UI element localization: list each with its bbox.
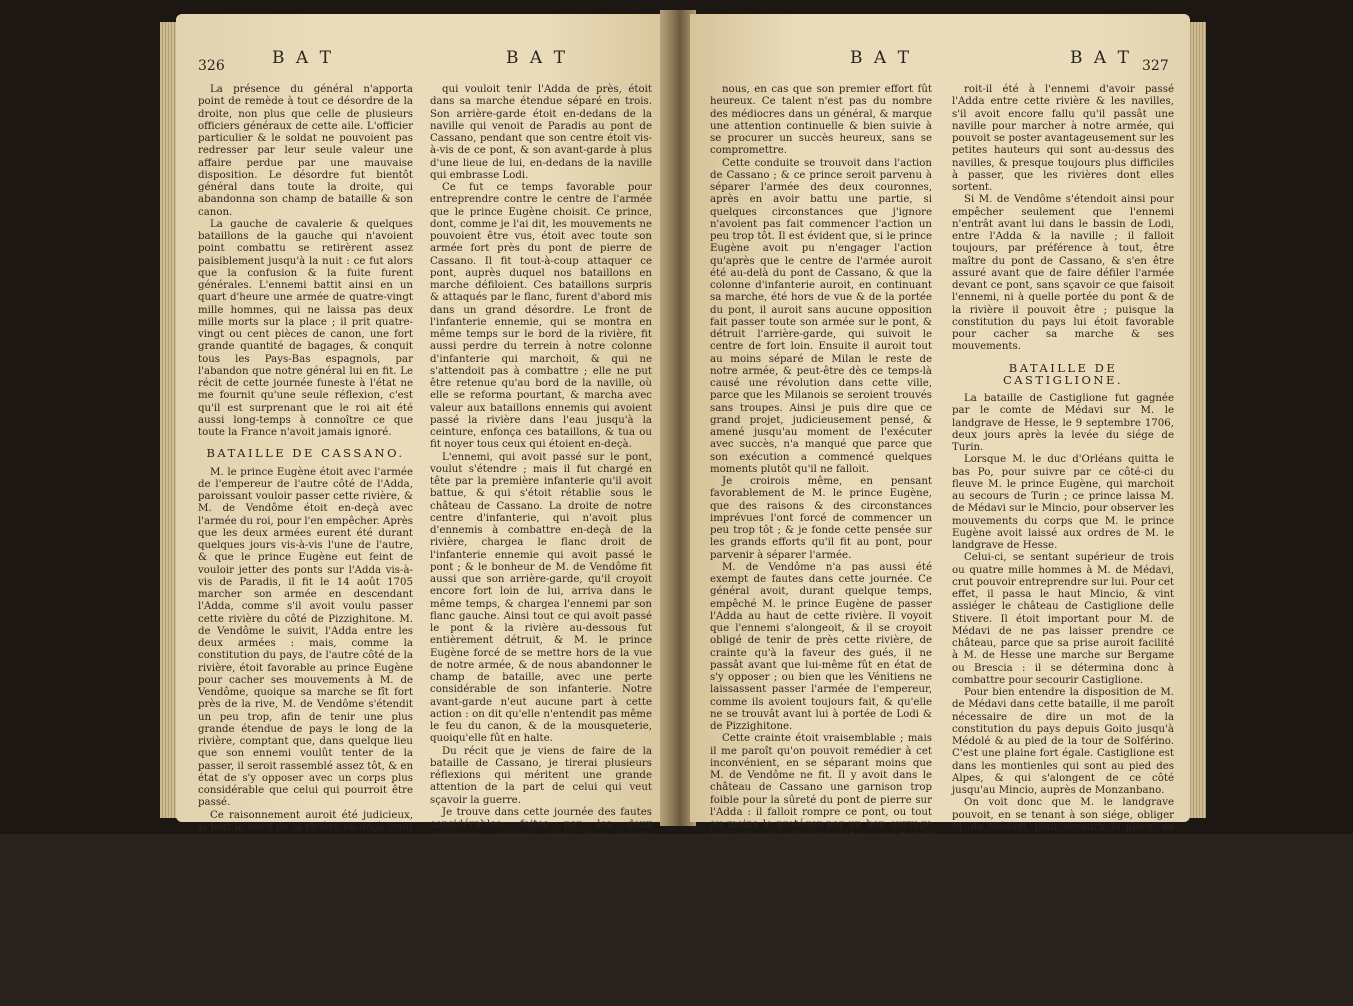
right-column-2 xyxy=(952,84,1174,969)
paragraph: La gauche de cavalerie & quelques bataillons de la gauche qui n'avoient point combattu se retirèrent assez paisiblement jusqu'à la nuit : ce fut alors que la confusion & la fuite furent générales. L'ennemi battit ainsi en un quart d'heure une armée de quatre-vingt mille hommes, qui ne laissa pas deux mille morts sur la place ; il prit quatre-vingt ou cent pièces de canon, une fort grande quantité de bagages, & conquit tous les Pays-Bas espagnols, par l'abandon que notre général lui en fit. Le récit de cette journée funeste à l'état ne me fournit qu'une seule réflexion, c'est qu'il est surprenant que le roi ait été aussi long-temps à connoître ce que toute la France n'avoit jamais ignoré. xyxy=(198,218,413,438)
paragraph: L'ennemi, qui avoit passé sur le pont, voulut s'étendre ; mais il fut chargé en tête par la première infanterie qu'il avoit battue, & qui s'étoit rétablie sous le château de Cassano. La droite de notre centre d'infanterie, qui n'avoit plus d'ennemis à combattre en-deçà de la rivière, chargea le flanc droit de l'infanterie ennemie qui avoit passé le pont ; & le bonheur de M. de Vendôme fit aussi que son arrière-garde, qu'il croyoit encore fort loin de lui, arriva dans le même temps, & chargea l'ennemi par son flanc gauche. Ainsi tout ce qui avoit passé le pont & la rivière au-dessous fut entièrement détruit, & M. le prince Eugène forcé de se mettre hors de la vue de notre armée, & de nous abandonner le champ de bataille, avec une perte considérable de son infanterie. Notre avant-garde n'eut aucune part à cette action : on dit qu'elle n'entendit pas même le feu du canon, & de la mousqueterie, quoiqu'elle fût en halte. xyxy=(430,451,652,745)
page-number: 327 xyxy=(1142,58,1169,74)
right-page xyxy=(690,14,1190,968)
section-heading: BATAILLE DE CASSANO. xyxy=(206,446,405,461)
paragraph: M. de Vendôme n'a pas aussi été exempt de fautes dans cette journée. Ce général avoit, durant quelque temps, empêché M. le prince Eugène de passer l'Adda au haut de cette rivière. Il voyoit que l'ennemi s'alongeoit, & il se croyoit obligé de tenir de près cette rivière, de crainte qu'à la faveur des gués, il ne passât avant que lui-même fût en état de s'y opposer ; ou bien que les Vénitiens ne laissassent passer l'armée de l'empereur, comme ils avoient toujours fait, & qu'elle ne se trouvât avant lui à portée de Lodi & de Pizzighitone. xyxy=(710,561,932,732)
column-head: B A T xyxy=(506,48,568,68)
column-head: B A T xyxy=(850,48,912,68)
paragraph: On voit donc que M. le landgrave pouvoit, en se tenant à son siége, obliger M. de Médavi, pour secourir la place, de venir à lui par des têtes & comme en défilant dans ces montienles : si ce prince avoit pris ce parti, il est certain que l'affaire auroit été beaucoup plus difficile ; mais, dès qu'il sçut que M. de Médavi marchoit à lui, il n'hésita pas à descendre dans la plaine où il se mit en bataille. M. de Médavi en fit autant de son côté. xyxy=(952,797,1174,931)
paragraph: Lorsque M. le duc d'Orléans quitta le bas Po, pour suivre par ce côté-ci du fleuve M. le prince Eugène, qui marchoit au secours de Turin ; ce prince laissa M. de Médavi sur le Mincio, pour observer les mouvements du corps que M. le prince Eugène avoit laissé aux ordres de M. le landgrave de Hesse. xyxy=(952,454,1174,551)
paragraph: roit-il été à l'ennemi d'avoir passé l'Adda entre cette rivière & les navilles, s'il avoit encore fallu qu'il passât une naville pour marcher à notre armée, qui pouvoit se poster avantageusement sur les petites hauteurs qui sont au-dessus des navilles, & presque toujours plus difficiles à passer, que les rivières dont elles sortent. xyxy=(952,84,1174,193)
page-number: 326 xyxy=(198,58,225,74)
paragraph: Je trouve dans cette journée des fautes considérables, faites par les deux généraux, quoique gens d'un mérite militaire très distingué. Le projet de M. le prince Eugène étoit fort beau. Ce prince faisoit la guerre en Italie depuis plusieurs années avec une armée fort inférieure à celle des deux couronnes, & sans autres établissements que ceux qu'il sçavoit se procurer. Il attaquoit effectivement ; mais c'étoit de manière qu'il n'étoit jamais engagé dans une action qui pût être décisive contre lui, & qui pourtant pouvoit le devenir contre xyxy=(430,806,652,977)
paragraph: M. le prince Eugène étoit avec l'armée de l'empereur de l'autre côté de l'Adda, paroissant vouloir passer cette rivière, & M. de Vendôme étoit en-deçà avec l'armée du roi, pour l'en empêcher. Après que les deux armées eurent été durant quelques jours vis-à-vis l'une de l'autre, & que le prince Eugène eut feint de vouloir jetter des ponts sur l'Adda vis-à-vis de Paradis, il fit le 14 août 1705 marcher son armée en descendant l'Adda, comme s'il avoit voulu passer cette rivière du côté de Pizzighitone. M. de Vendôme le suivit, l'Adda entre les deux armées : mais, comme la constitution du pays, de l'autre côté de la rivière, étoit favorable au prince Eugène pour cacher ses mouvements à M. de Vendôme, quoique sa marche se fît fort près de la rive, M. de Vendôme s'étendit un peu trop, afin de tenir une plus grande étendue de pays le long de la rivière, comptant que, dans quelque lieu que son ennemi voulût tenter de la passer, il seroit rassemblé assez tôt, & en état de s'y opposer avec un corps plus considérable que celui qui pourroit être passé. xyxy=(198,466,413,809)
left-column-2 xyxy=(430,84,652,978)
paragraph: Cette conduite se trouvoit dans l'action de Cassano ; & ce prince seroit parvenu à séparer l'armée des deux couronnes, après en avoir battu une partie, si quelques circonstances que j'ignore n'avoient pas fait commencer l'action un peu trop tôt. Il est évident que, si le prince Eugène avoit pu n'engager l'action qu'après que le centre de l'armée auroit été au-delà du pont de Cassano, & que la colonne d'infanterie auroit, en continuant sa marche, été hors de vue & de la portée du pont, il auroit sans aucune opposition fait passer toute son armée sur le pont, & détruit l'arrière-garde, qui suivoit le centre de fort loin. Ensuite il auroit tout au moins séparé de Milan le reste de notre armée, & peut-être dès ce temps-là causé une révolution dans cette ville, parce que les Milanois se seroient trouvés sans troupes. Ainsi je puis dire que ce grand projet, judicieusement pensé, & amené jusqu'au moment de l'exécuter avec succès, n'a manqué que parce que son exécution a commencé quelques moments plutôt qu'il ne falloit. xyxy=(710,157,932,475)
section-heading: BATAILLE DE CASTIGLIONE. xyxy=(1002,360,1124,387)
running-head: B A T xyxy=(272,48,334,68)
right-column-1 xyxy=(710,84,932,954)
left-page xyxy=(176,14,666,1005)
paragraph: L'infanterie de la gauche de l'ennemi entra d'abord sans peine dans notre droite, où M. de xyxy=(952,932,1174,968)
right-page-edges xyxy=(1188,22,1206,818)
paragraph: Si M. de Vendôme s'étendoit ainsi pour empêcher seulement que l'ennemi n'entrât avant lui dans le bassin de Lodi, entre l'Adda & la naville ; il falloit toujours, par préférence à tout, être maître du pont de Cassano, & s'en être assuré avant que de faire défiler l'armée devant ce pont, sans sçavoir ce que faisoit l'ennemi, ni à quelle portée du pont & de la rivière il pouvoit être ; puisque la constitution du pays lui étoit favorable pour cacher sa marche & ses mouvements. xyxy=(952,194,1174,353)
paragraph: Cette crainte étoit vraisemblable ; mais il me paroît qu'on pouvoit remédier à cet inconvénient, en se séparant moins que M. de Vendôme ne fit. Il y avoit dans le château de Cassano une garnison trop foible pour la sûreté du pont de pierre sur l'Adda : il falloit rompre ce pont, ou tout au moins le protéger par un bon ouvrage hors d'insulte. Ceci n'ayant pas été fait, il falloit au moins, pendant que l'armée en colonne défiloit devant le pont, y poster un corps d'infanterie ; puisque l'ennemi, qui marchoit aussi, en pouvoit être fort près sans qu'on le sçût. xyxy=(710,733,932,904)
paragraph: La bataille de Castiglione fut gagnée par le comte de Médavi sur M. le landgrave de Hesse, le 9 septembre 1706, deux jours après la levée du siége de Turin. xyxy=(952,393,1174,453)
paragraph: La présence du général n'apporta point de remède à tout ce désordre de la droite, non plus que celle de plusieurs officiers généraux de cette aile. L'officier particulier & le soldat ne pouvoient pas redresser par leur seule valeur une affaire perdue par une mauvaise disposition. Le désordre fut bientôt général dans toute la droite, qui abandonna son champ de bataille & son canon. xyxy=(198,84,413,218)
paragraph: Ce raisonnement auroit été judicieux, si tout le bord de la rivière en-deçà avoit été libre, pour se communiquer sans défiler sur les ponts ; mais c'est ce qui n'étoit pas. L'Adda, comme toutes les autres rivières de ce pays, fournit des eaux pour l'arrosement de la campagne. Il y a une naville qui prend auprès de Paradis, & qui entre dans l'Adda au dessus du pont de Cassano ; & un peu au-dessus de ce pont il sort de l'Adda une autre naville, qui embrasse Lodi, & rentre dans cette rivière entre Lodi & Pizzighitone. xyxy=(198,809,413,980)
paragraph: Je croirois même, en pensant favorablement de M. le prince Eugène, que des raisons & des circonstances imprévues l'ont forcé de commencer un peu trop tôt ; & je fonde cette pensée sur les grands efforts qu'il fit au pont, pour parvenir à séparer l'armée. xyxy=(710,476,932,561)
paragraph: Pour bien entendre la disposition de M. de Médavi dans cette bataille, il me paroît nécessaire de dire un mot de la constitution du pays depuis Goito jusqu'à Médolé & au pied de la tour de Solférino. C'est une plaine fort égale. Castiglione est dans les montienles qui sont au pied des Alpes, & qui s'alongent de ce côté jusqu'au Mincio, auprès de Monzanbano. xyxy=(952,687,1174,796)
paragraph: Par ce détail exact on voit que M. de Vendôme, xyxy=(198,981,413,1005)
paragraph: Du récit que je viens de faire de la bataille de Cassano, je tirerai plusieurs réflexions qui méritent une grande attention de la part de celui qui veut sçavoir la guerre. xyxy=(430,745,652,806)
running-head: B A T xyxy=(1070,48,1132,68)
left-column-1 xyxy=(198,84,413,1006)
paragraph: Ce fut ce temps favorable pour entreprendre contre le centre de l'armée que le prince Eugène choisit. Ce prince, dont, comme je l'ai dit, les mouvements ne pouvoient être vus, étoit avec toute son armée fort près du pont de pierre de Cassano. Il fit tout-à-coup attaquer ce pont, auprès duquel nos bataillons en marche défiloient. Ces bataillons surpris & attaqués par le flanc, furent d'abord mis dans un grand désordre. Le front de l'infanterie ennemie, qui se montra en même temps sur le bord de la rivière, fit aussi perdre du terrein à notre colonne d'infanterie qui marchoit, & qui ne s'attendoit pas à combattre ; elle ne put être retenue qu'au bord de la naville, où elle se reforma pourtant, & marcha avec valeur aux bataillons ennemis qui avoient passé la rivière dans l'eau jusqu'à la ceinture, enfonça ces bataillons, & tua ou fit noyer tous ceux qui étoient en-deçà. xyxy=(430,182,652,451)
paragraph: qui vouloit tenir l'Adda de près, étoit dans sa marche étendue séparé en trois. Son arrière-garde étoit en-dedans de la naville qui venoit de Paradis au pont de Cassano, pendant que son centre étoit vis-à-vis de ce pont, & son avant-garde à plus d'une lieue de lui, en-dedans de la naville qui embrasse Lodi. xyxy=(430,84,652,181)
paragraph: Celui-ci, se sentant supérieur de trois ou quatre mille hommes à M. de Médavi, crut pouvoir entreprendre sur lui. Pour cet effet, il passa le haut Mincio, & vint assiéger le château de Castiglione delle Stivere. Il étoit important pour M. de Médavi de ne pas laisser prendre ce château, parce que sa prise auroit facilité à M. de Hesse une marche sur Bergame ou Brescia : il se détermina donc à combattre pour secourir Castiglione. xyxy=(952,552,1174,686)
paragraph: nous, en cas que son premier effort fût heureux. Ce talent n'est pas du nombre des médiocres dans un général, & marque une attention continuelle & bien suivie à se procurer un succès heureux, sans se compromettre. xyxy=(710,84,932,157)
paragraph: Il ne falloit pas même faire marcher l'armée entre l'Adda, & les navilles, puisque par-là sa marche se trouvoit séparée. De quel profit au- xyxy=(710,904,932,953)
